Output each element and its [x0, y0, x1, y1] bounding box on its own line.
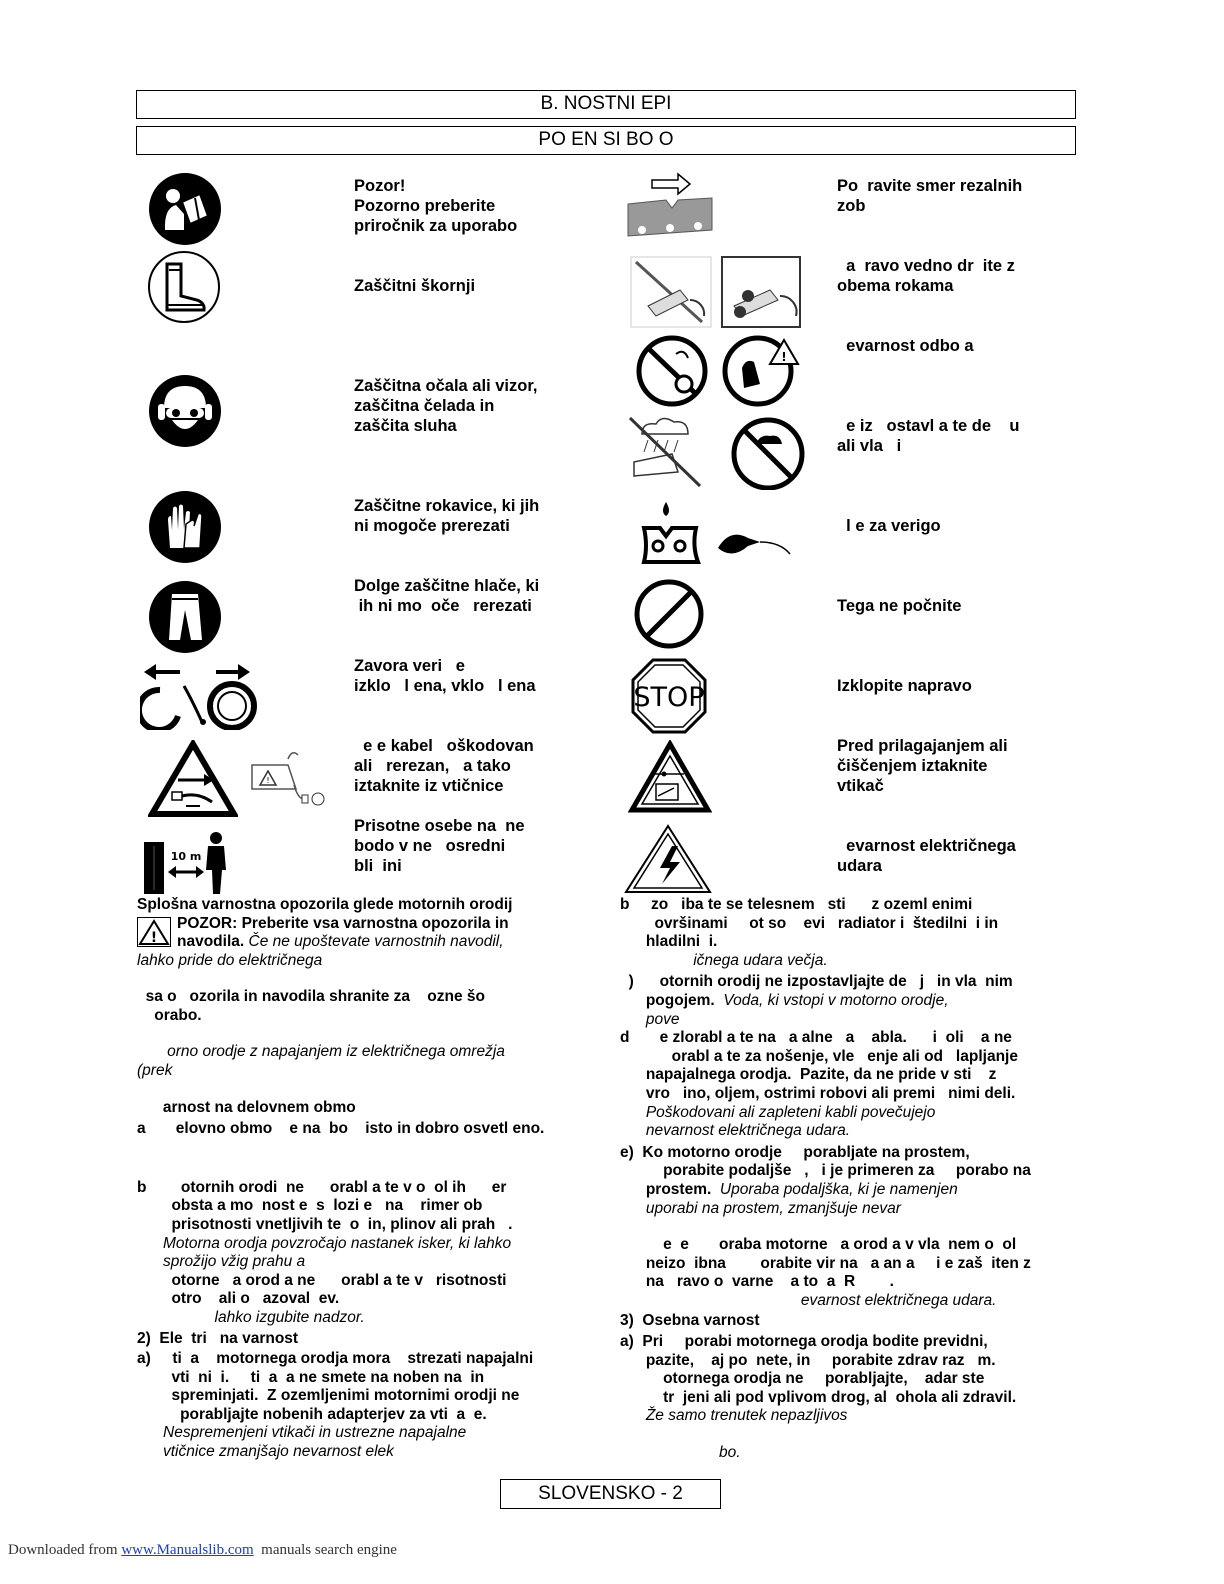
general-warnings-heading: Splošna varnostna opozorila glede motornih orodij	[137, 896, 513, 913]
electrical-c-1: ) otornih orodij ne izpostavljajte de j in vla nim	[620, 973, 1013, 991]
electrical-a-5: Nespremenjeni vtikači in ustrezne napajalne	[163, 1424, 467, 1442]
electrical-d-1: d e zlorabl a te na a alne a abla. i oli a ne	[620, 1029, 1012, 1047]
symbol-label-trousers: Dolge zaščitne hlače, ki ih ni mo oče rerezati	[354, 577, 540, 615]
work-area-a: a elovno obmo e na bo isto in dobro osvetl eno.	[137, 1120, 545, 1138]
warning-triangle-icon	[137, 917, 171, 947]
personal-a-3: otornega orodja ne porabljajte, adar ste	[620, 1370, 985, 1388]
term-definition-2: (prek	[137, 1061, 173, 1079]
electrical-c-2-italic: Voda, ki vstopi v motorno orodje,	[714, 991, 949, 1009]
work-area-b-1: b otornih orodi ne orabl a te v o ol ih er	[137, 1178, 507, 1196]
work-area-b-3: prisotnosti vnetljivih te o in, plinov ali prah .	[137, 1215, 513, 1233]
electric-shock-icon	[622, 822, 714, 894]
download-prefix: Downloaded from	[8, 1542, 122, 1558]
boots-icon	[147, 250, 221, 324]
electrical-f-1: e e oraba motorne a orod a v vla nem o ol	[620, 1236, 1017, 1254]
right-column	[620, 896, 1080, 1463]
download-suffix: manuals search engine	[253, 1542, 397, 1558]
symbol-label-bystanders: Prisotne osebe na ne bodo v ne osredni bli ini	[354, 817, 525, 875]
work-area-c-2: otro ali o azoval ev.	[137, 1290, 340, 1308]
warning-line-1: POZOR: Preberite vsa varnostna opozorila in	[177, 914, 509, 932]
electrical-e-3-italic: Uporaba podaljška, ki je namenjen	[711, 1180, 958, 1198]
symbol-label-damaged-cable: e e kabel oškodovan ali rerezan, a tako iztaknite iz vtičnice	[354, 737, 534, 795]
personal-a-5: Že samo trenutek nepazljivos	[620, 1407, 848, 1425]
page-number: SLOVENSKO - 2	[500, 1479, 721, 1509]
stop-sign-text: STOP	[633, 682, 705, 713]
warning-line-2: navodila.	[177, 932, 245, 950]
gloves-icon	[148, 490, 222, 564]
work-area-b-2: obsta a mo nost e s lozi e na rimer ob	[137, 1197, 483, 1215]
work-area-c-1: otorne a orod a ne orabl a te v risotnosti	[137, 1271, 507, 1289]
electrical-a-3: spreminjati. Z ozemljenimi motornimi orodji ne	[137, 1387, 520, 1405]
personal-a-4: tr jeni ali pod vplivom drog, al ohola ali zdravil.	[620, 1388, 1017, 1406]
electrical-e-3: prostem.	[620, 1180, 712, 1198]
electrical-f-2: neizo ibna orabite vir na a an a i e zaš iten z	[620, 1254, 1031, 1272]
bystanders-distance-icon	[142, 826, 234, 896]
electrical-e-2: porabite podaljše , i je primeren za porabo na	[620, 1162, 1031, 1180]
section-subtitle: PO EN SI BO O	[136, 126, 1076, 155]
electrical-d-6: nevarnost električnega udara.	[620, 1122, 851, 1140]
two-hands-icon	[630, 256, 802, 328]
no-rain-icon	[628, 414, 808, 490]
unplug-before-maintenance-icon	[628, 740, 712, 814]
left-column	[137, 896, 607, 1462]
work-area-b-5: sprožijo vžig prahu a	[163, 1253, 306, 1271]
electrical-d-2: orabl a te za nošenje, vle enje ali od lapljanje	[620, 1047, 1018, 1065]
electrical-f-4: evarnost električnega udara.	[620, 1291, 997, 1309]
electrical-b-3: hladilni i.	[620, 933, 718, 951]
warning-line-3: lahko pride do električnega	[137, 951, 323, 969]
work-area-c-3: lahko izgubite nadzor.	[137, 1308, 365, 1326]
electrical-safety-heading: 2) Ele tri na varnost	[137, 1329, 299, 1347]
svg-text:!: !	[150, 929, 158, 946]
symbol-label-chain-brake: Zavora veri e izklo l ena, vklo l ena	[354, 657, 536, 695]
electrical-d-5: Poškodovani ali zapleteni kabli povečujejo	[620, 1103, 936, 1121]
symbol-label-electric-shock: evarnost električnega udara	[837, 837, 1016, 875]
personal-a-1: a) Pri porabi motornega orodja bodite previdni,	[620, 1333, 988, 1351]
symbol-label-gloves: Zaščitne rokavice, ki jih ni mogoče prerezati	[354, 497, 540, 535]
symbol-label-two-hands: a ravo vedno dr ite z obema rokama	[837, 257, 1015, 295]
electrical-b-4: ičnega udara večja.	[620, 951, 828, 969]
chain-direction-icon	[626, 170, 714, 246]
section-title: B. NOSTNI EPI	[136, 90, 1076, 119]
electrical-c-3: pove	[620, 1010, 680, 1028]
symbol-label-unplug: Pred prilagajanjem ali čiščenjem iztaknite vtikač	[837, 737, 1008, 795]
work-area-heading: arnost na delovnem obmo	[137, 1098, 356, 1116]
manualslib-link[interactable]: www.Manualslib.com	[121, 1542, 254, 1558]
saw-unplug-icon	[248, 745, 328, 811]
electrical-a-4: porabljajte nobenih adapterjev za vti a e.	[137, 1405, 487, 1423]
electrical-d-3: napajalnega orodja. Pazite, da ne pride v sti z	[620, 1066, 997, 1084]
trousers-icon	[148, 580, 222, 654]
svg-text:!: !	[266, 776, 270, 785]
electrical-e-4: uporabi na prostem, zmanjšuje nevar	[620, 1199, 901, 1217]
personal-a-2: pazite, aj po nete, in porabite zdrav raz m.	[620, 1351, 996, 1369]
symbol-label-manual: Pozor! Pozorno preberite priročnik za uporabo	[354, 177, 518, 235]
electrical-b-1: b zo iba te se telesnem sti z ozeml enimi	[620, 896, 973, 913]
symbol-label-kickback: evarnost odbo a	[837, 337, 974, 355]
symbol-label-chain-direction: Po ravite smer rezalnih zob	[837, 177, 1023, 215]
symbol-label-helmet: Zaščitna očala ali vizor, zaščitna čelada in zaščita sluha	[354, 377, 538, 435]
chain-brake-icon	[140, 660, 260, 730]
electrical-a-1: a) ti a motornega orodja mora strezati napajalni	[137, 1350, 534, 1368]
keep-instructions-2: orabo.	[137, 1006, 202, 1024]
damaged-cable-icon	[148, 740, 238, 818]
chain-oil-icon	[640, 498, 800, 568]
electrical-c-2: pogojem.	[620, 991, 715, 1009]
electrical-d-4: vro ino, oljem, ostrimi robovi ali premi nimi deli.	[620, 1084, 1016, 1102]
symbol-label-boots: Zaščitni škornji	[354, 277, 476, 295]
term-definition-1: orno orodje z napajanjem iz električnega omrežja	[137, 1043, 505, 1061]
personal-safety-heading: 3) Osebna varnost	[620, 1312, 760, 1330]
kickback-icon	[634, 334, 804, 408]
svg-text:!: !	[781, 350, 787, 364]
stop-icon	[630, 657, 708, 735]
download-note	[8, 1542, 397, 1559]
electrical-a-6: vtičnice zmanjšajo nevarnost elek	[163, 1443, 394, 1461]
helmet-goggles-icon	[148, 374, 222, 448]
prohibited-icon	[633, 578, 705, 650]
symbol-label-chain-oil: l e za verigo	[837, 517, 941, 535]
electrical-f-3: na ravo o varne a to a R .	[620, 1273, 894, 1291]
warning-line-2-italic: Če ne upoštevate varnostnih navodil,	[244, 932, 504, 950]
symbol-label-no-rain: e iz ostavl a te de u ali vla i	[837, 417, 1020, 455]
symbol-label-prohibited: Tega ne počnite	[837, 597, 962, 615]
electrical-a-2: vti ni i. ti a a ne smete na noben na in	[137, 1368, 485, 1386]
keep-instructions-1: sa o ozorila in navodila shranite za ozne šo	[137, 988, 485, 1006]
symbol-label-stop: Izklopite napravo	[837, 677, 972, 695]
work-area-b-4: Motorna orodja povzročajo nastanek isker, ki lahko	[163, 1234, 512, 1252]
electrical-e-1: e) Ko motorno orodje porabljate na prostem,	[620, 1143, 970, 1161]
manual-icon	[148, 172, 222, 246]
personal-a-6: bo.	[620, 1444, 741, 1462]
distance-label: 10 m	[170, 850, 202, 863]
electrical-b-2: ovršinami ot so evi radiator i štedilni i in	[620, 914, 999, 932]
